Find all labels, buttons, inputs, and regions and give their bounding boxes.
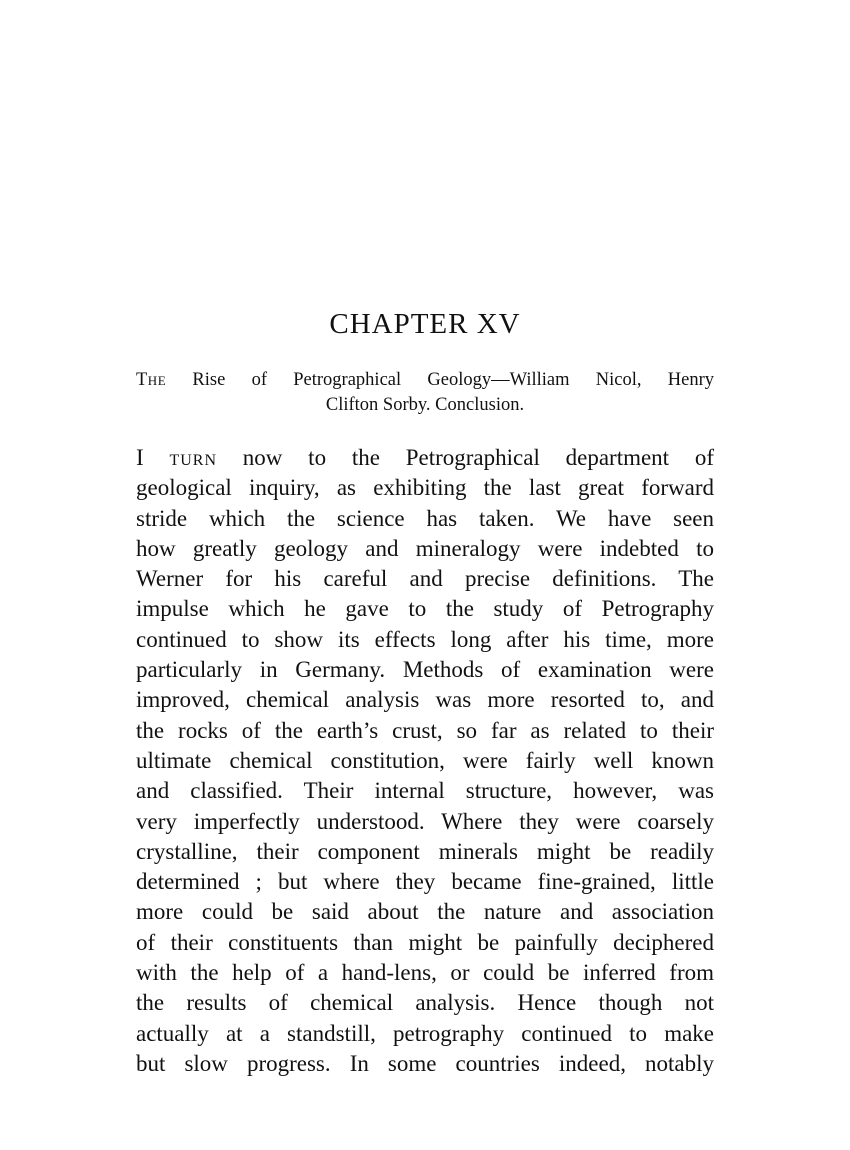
body-line <box>136 443 714 473</box>
body-line: continued to show its effects long after his time, more <box>136 626 714 652</box>
body-paragraph <box>136 443 714 1079</box>
body-line: with the help of a hand-lens, or could be inferred from <box>136 960 714 986</box>
chapter-synopsis <box>136 368 714 418</box>
body-line: how greatly geology and mineralogy were indebted to <box>136 535 714 561</box>
body-line: stride which the science has taken. We have seen <box>136 505 714 531</box>
chapter-heading: CHAPTER XV <box>329 308 521 340</box>
body-line: ultimate chemical constitution, were fairly well known <box>136 747 714 773</box>
body-line: impulse which he gave to the study of Petrography <box>136 596 714 622</box>
initial-letter: I <box>136 445 144 470</box>
body-line: determined ; but where they became fine-grained, little <box>136 869 714 895</box>
body-line: and classified. Their internal structure, however, was <box>136 778 714 804</box>
body-line: of their constituents than might be painfully deciphered <box>136 929 714 955</box>
body-line: the results of chemical analysis. Hence though not <box>136 990 714 1016</box>
body-line: more could be said about the nature and association <box>136 899 714 925</box>
body-line: improved, chemical analysis was more resorted to, and <box>136 687 714 713</box>
synopsis-line: Clifton Sorby. Conclusion. <box>325 395 525 415</box>
body-line: the rocks of the earth’s crust, so far as related to their <box>136 717 714 743</box>
body-line-text: now to the Petrographical department of <box>217 445 715 470</box>
synopsis-line-text: Rise of Petrographical Geology—William Nicol, Henry <box>166 370 714 390</box>
body-line: Werner for his careful and precise definitions. The <box>136 566 714 592</box>
synopsis-lead-word: The <box>136 370 167 390</box>
opening-word: turn <box>169 445 218 470</box>
body-line: crystalline, their component minerals might be readily <box>136 838 714 864</box>
body-line: geological inquiry, as exhibiting the last great forward <box>136 475 714 501</box>
body-line: very imperfectly understood. Where they were coarsely <box>136 808 714 834</box>
body-line: actually at a standstill, petrography continued to make <box>136 1020 714 1046</box>
synopsis-line <box>136 368 714 393</box>
body-line: but slow progress. In some countries indeed, notably <box>136 1050 714 1076</box>
body-line: particularly in Germany. Methods of examination were <box>136 657 714 683</box>
